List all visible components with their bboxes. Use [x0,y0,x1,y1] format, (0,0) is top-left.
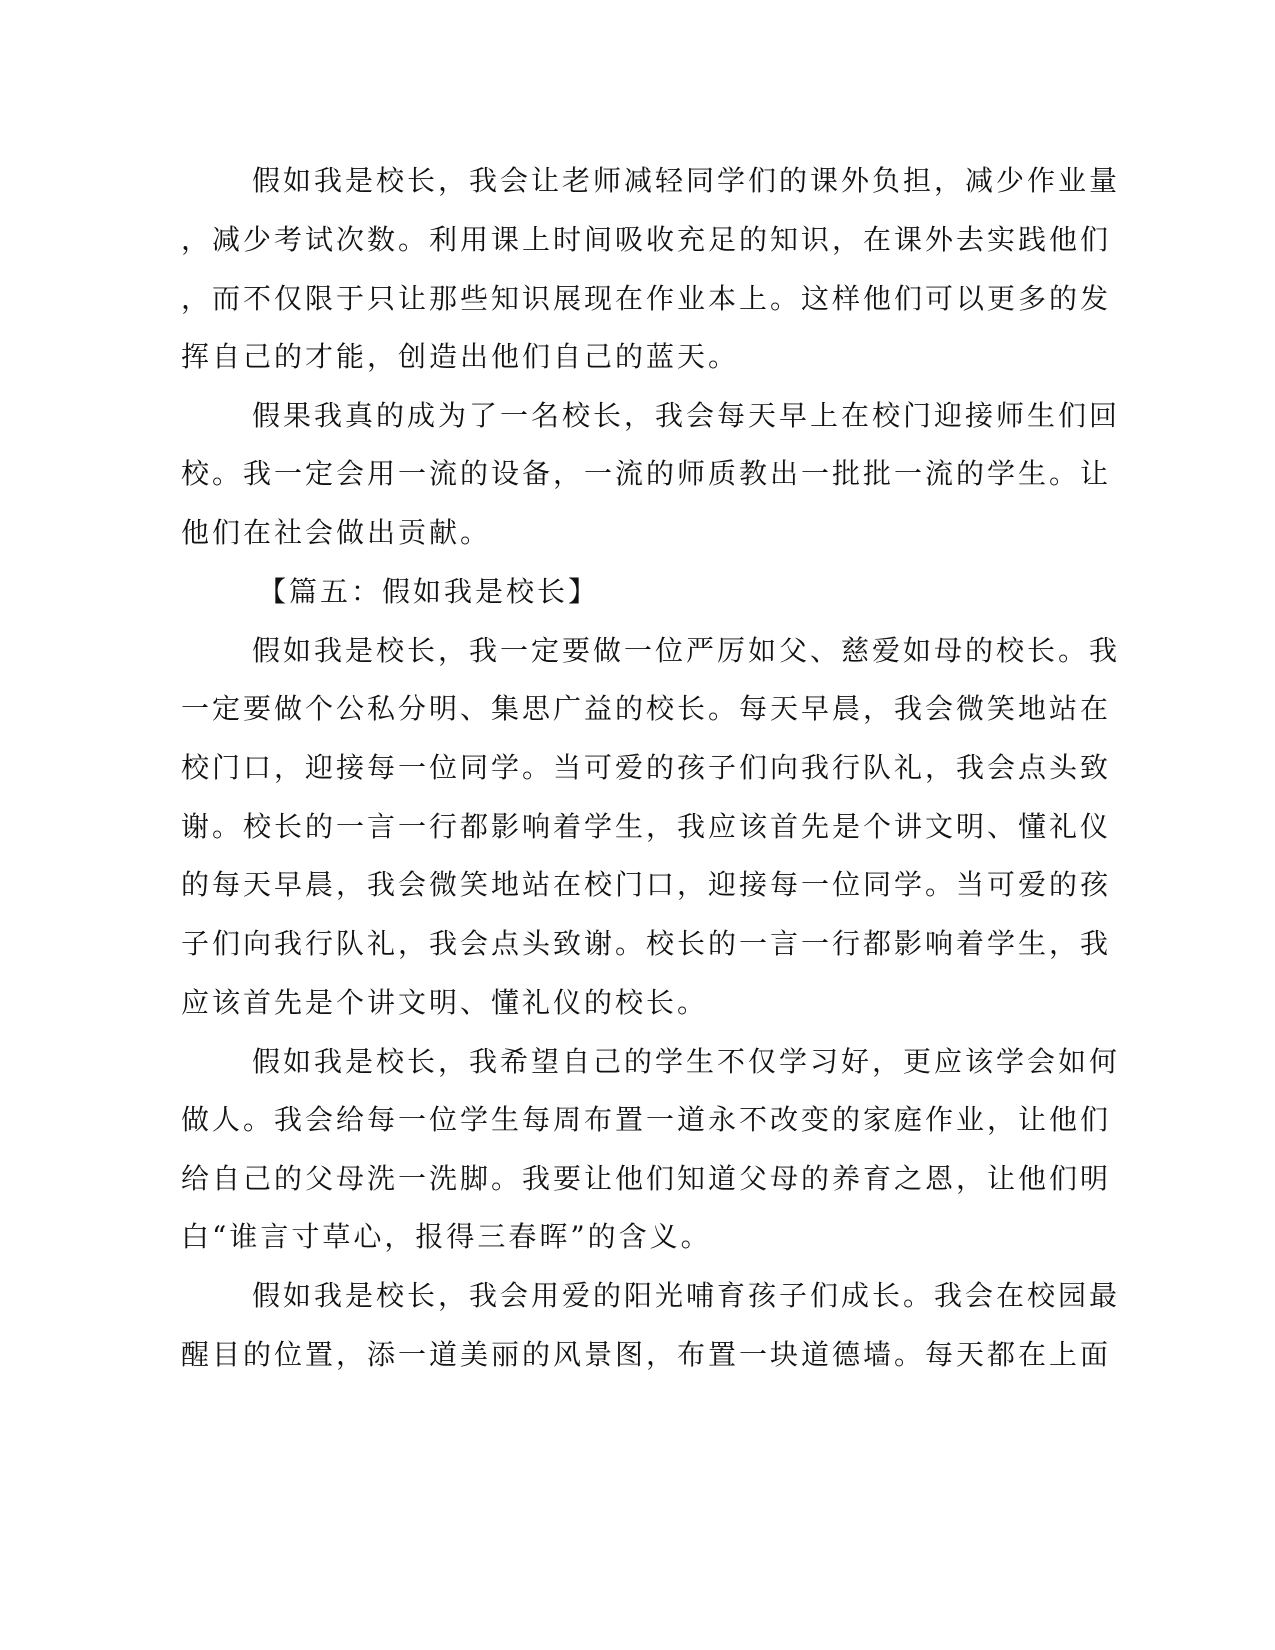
text-line: 白“谁言寸草心，报得三春晖”的含义。 [181,1220,712,1253]
text-line: 应该首先是个讲文明、懂礼仪的校长。 [181,986,709,1019]
text-line: 醒目的位置，添一道美丽的风景图，布置一块道德墙。每天都在上面 [181,1338,1112,1371]
text-line: 子们向我行队礼，我会点头致谢。校长的一言一行都影响着学生，我 [181,927,1112,960]
text-line: 他们在社会做出贡献。 [181,516,492,549]
text-line: 假果我真的成为了一名校长，我会每天早上在校门迎接师生们回 [252,399,1121,432]
text-line: 假如我是校长，我会用爱的阳光哺育孩子们成长。我会在校园最 [252,1279,1121,1312]
text-line: 假如我是校长，我会让老师减轻同学们的课外负担，减少作业量 [252,164,1121,197]
text-line: 假如我是校长，我希望自己的学生不仅学习好，更应该学会如何 [252,1045,1121,1078]
text-line: ，减少考试次数。利用课上时间吸收充足的知识，在课外去实践他们 [181,223,1112,256]
text-line: 一定要做个公私分明、集思广益的校长。每天早晨，我会微笑地站在 [181,692,1112,725]
section-heading: 【篇五：假如我是校长】 [258,575,600,608]
text-line: 挥自己的才能，创造出他们自己的蓝天。 [181,340,740,373]
text-line: 给自己的父母洗一洗脚。我要让他们知道父母的养育之恩，让他们明 [181,1162,1112,1195]
text-line: ，而不仅限于只让那些知识展现在作业本上。这样他们可以更多的发 [181,282,1112,315]
text-line: 校门口，迎接每一位同学。当可爱的孩子们向我行队礼，我会点头致 [181,751,1112,784]
text-line: 的每天早晨，我会微笑地站在校门口，迎接每一位同学。当可爱的孩 [181,868,1112,901]
text-line: 校。我一定会用一流的设备，一流的师质教出一批批一流的学生。让 [181,457,1112,490]
text-line: 谢。校长的一言一行都影响着学生，我应该首先是个讲文明、懂礼仪 [181,810,1112,843]
text-line: 做人。我会给每一位学生每周布置一道永不改变的家庭作业，让他们 [181,1103,1112,1136]
text-line: 假如我是校长，我一定要做一位严厉如父、慈爱如母的校长。我 [252,634,1121,667]
